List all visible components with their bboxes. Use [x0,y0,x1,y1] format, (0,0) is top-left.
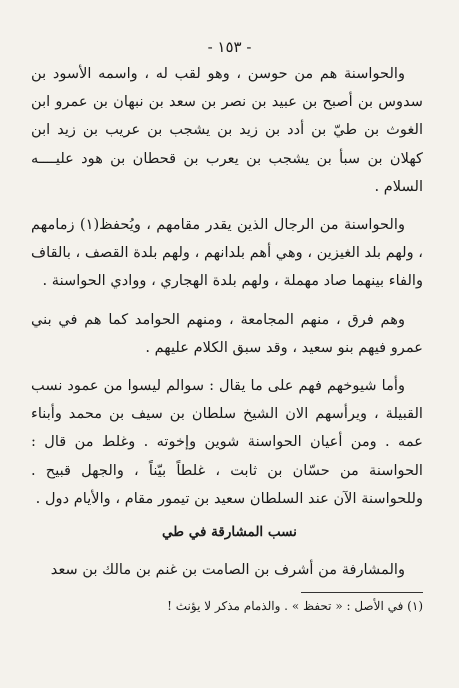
footnote: (١) في الأصل : « تحفظ » . والذمام مذكر لا يؤنث ! [167,599,423,613]
footnote-divider [301,592,423,593]
paragraph-1: والحواسنة هم من حوسن ، وهو لقب له ، واسمه الأسود بن سدوس بن أصبح بن عبيد بن نصر بن سعد بن نبهان بن عمرو ابن الغوث بن طيّ بن أدد بن زيد بن يشجب بن عريب بن زيد ابن كهلان بن سبأ بن يشجب بن يعرب بن قحطان بن هود عليــــه السلام . [31,65,423,195]
page-number: - ١٥٣ - [207,38,252,56]
paragraph-4: وأما شيوخهم فهم على ما يقال : سوالم ليسوا من عمود نسب القبيلة ، ويرأسهم الان الشيخ سلطان بن سيف بن محمد وأبناء عمه . ومن أعيان الحواسنة شوين وإخوته . وغلط من قال : الحواسنة من حسّان بن ثابت ، غلطاً بيّناً ، والجهل قبيح . وللحواسنة الآن عند السلطان سعيد بن تيمور مقام ، والأيام دول . [31,377,423,507]
paragraph-2: والحواسنة من الرجال الذين يقدر مقامهم ، ويُحفظ(١) زمامهم ، ولهم بلد الغيزين ، وهي أهم بلدانهم ، ولهم بلدة القصف ، بالقاف والفاء بينهما صاد مهملة ، ولهم بلدة الهجاري ، ووادي الحواسنة . [31,216,423,290]
section-heading: نسب المشارقة في طي [162,524,297,540]
page-body [31,60,423,513]
paragraph-5: والمشارفة من أشرف بن الصامت بن غنم بن مالك بن سعد [50,561,405,578]
paragraph-3: وهم فرق ، منهم المجامعة ، ومنهم الحوامد كما هم في بني عمرو فيهم بنو سعيد ، وقد سبق الكلام عليهم . [31,310,423,356]
